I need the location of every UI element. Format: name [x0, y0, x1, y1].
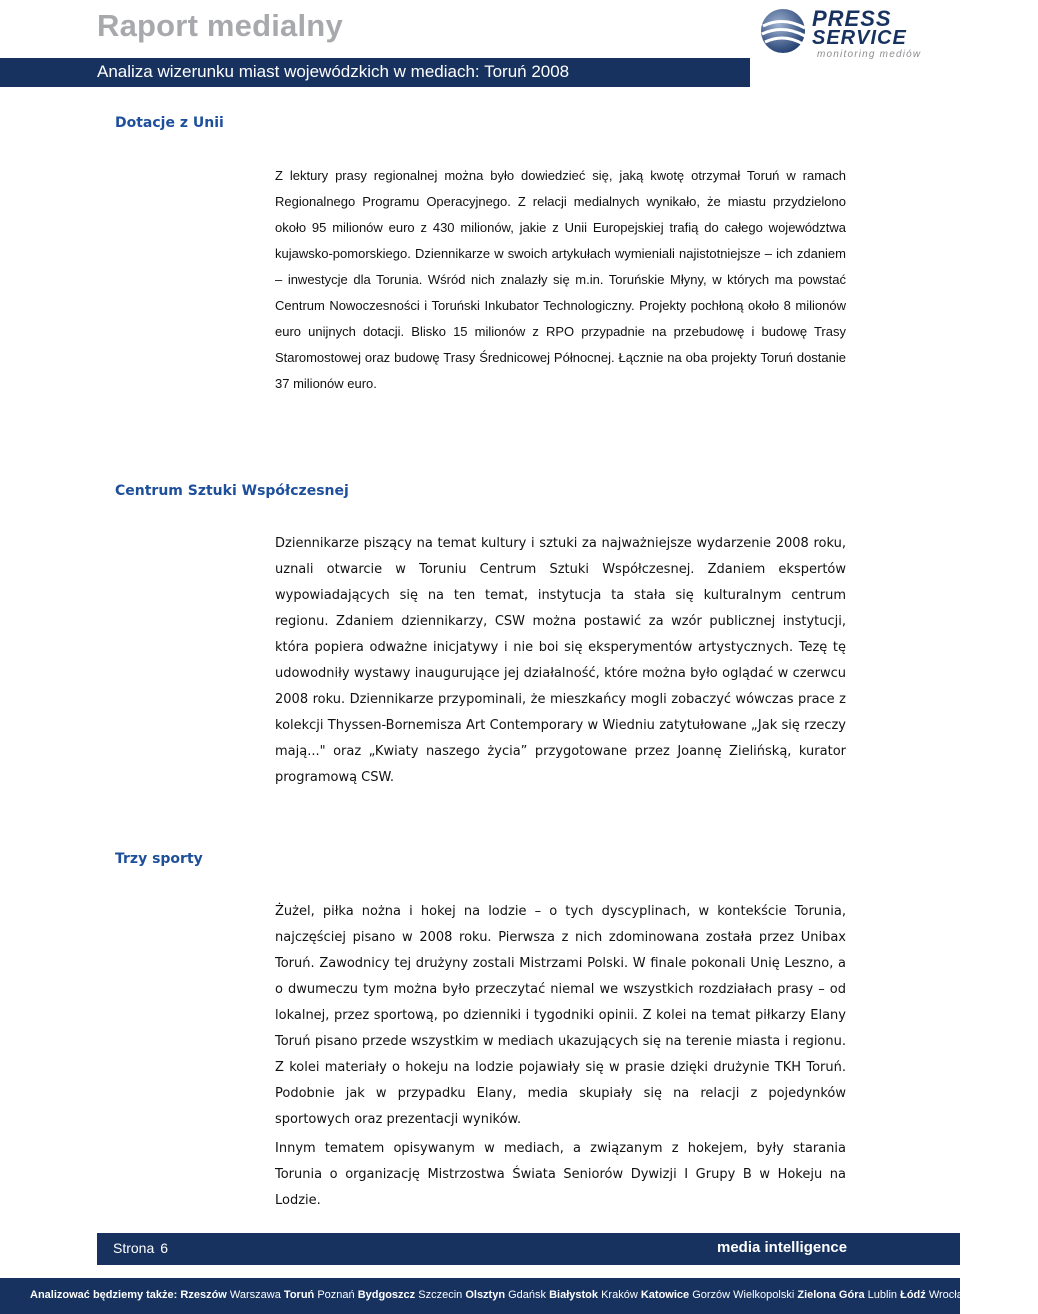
logo-tagline: monitoring mediów: [817, 49, 922, 60]
city-item: Lublin: [867, 1289, 898, 1301]
page-number: 6: [160, 1240, 169, 1256]
city-item: Toruń: [283, 1289, 315, 1301]
city-item: Warszawa: [229, 1289, 281, 1301]
city-item: Opole: [973, 1289, 1006, 1301]
footer-bar: [97, 1233, 960, 1265]
cities-bar: [0, 1278, 1038, 1314]
city-item: Kielce: [1008, 1289, 1038, 1301]
press-service-logo: [757, 6, 947, 58]
city-item: Białystok: [549, 1289, 599, 1301]
section-heading-sporty: Trzy sporty: [115, 851, 203, 867]
city-item: Kraków: [601, 1289, 638, 1301]
logo-service-text: SERVICE: [812, 27, 907, 49]
city-item: Łódź: [900, 1289, 926, 1301]
section-paragraph-dotacje: Z lektury prasy regionalnej można było dowiedzieć się, jaką kwotę otrzymał Toruń w ramach Regionalnego Programu Operacyjnego. Z relacji medialnych wynikało, że miastu przydzielono około 95 milionów euro z 430 milionów, jakie z Unii Europejskiej trafią do całego województwa kujawsko-pomorskiego. Dziennikarze w swoich artykułach wymieniali najistotniejsze – ich zdaniem – inwestycje dla Torunia. Wśród nich znalazły się m.in. Toruńskie Młyny, w których ma powstać Centrum Nowoczesności i Toruński Inkubator Technologiczny. Projekty pochłoną około 8 milionów euro unijnych dotacji. Blisko 15 milionów z RPO przypadnie na przebudowę i budowę Trasy Staromostowej oraz budowę Trasy Średnicowej Północnej. Łącznie na oba projekty Toruń dostanie 37 milionów euro.: [275, 168, 846, 391]
report-title: Raport medialny: [97, 8, 343, 43]
cities-list: [30, 1289, 1038, 1301]
page-indicator: [113, 1240, 168, 1256]
city-item: Olsztyn: [465, 1289, 506, 1301]
section-paragraph-sporty-1: Żużel, piłka nożna i hokej na lodzie – o tych dyscyplinach, w kontekście Torunia, najczęściej pisano w 2008 roku. Pierwsza z nich zdominowana została przez Unibax Toruń. Zawodnicy tej drużyny zostali Mistrzami Polski. W finale pokonali Unię Leszno, a o dwumeczu tym można było przeczytać niemal we wszystkich rozdziałach prasy – od lokalnej, przez sportową, po dzienniki i tygodniki opinii. Z kolei na temat piłkarzy Elany Toruń pisano przede wszystkim w mediach ukazujących się na terenie miasta i regionu. Z kolei materiały o hokeju na lodzie pojawiały się w prasie dzięki drużynie TKH Toruń. Podobnie jak w przypadku Elany, media skupiały się na relacji z pojedynków sportowych oraz prezentacji wyników.: [275, 904, 846, 1127]
page-label: Strona: [113, 1240, 155, 1256]
city-item: Gdańsk: [508, 1289, 547, 1301]
city-item: Bydgoszcz: [357, 1289, 416, 1301]
city-item: Poznań: [317, 1289, 355, 1301]
section-heading-csw: Centrum Sztuki Współczesnej: [115, 483, 349, 499]
city-item: Szczecin: [418, 1289, 463, 1301]
header-bar: [0, 58, 750, 87]
report-subtitle: Analiza wizerunku miast wojewódzkich w mediach: Toruń 2008: [97, 62, 570, 81]
city-item: Gorzów Wielkopolski: [692, 1289, 795, 1301]
city-item: Zielona Góra: [797, 1289, 865, 1301]
logo-press-text: PRESS: [812, 6, 892, 31]
globe-logo-icon: [757, 6, 813, 56]
city-item: Wrocław: [928, 1289, 971, 1301]
city-item: Rzeszów: [180, 1289, 227, 1301]
city-item: Katowice: [640, 1289, 690, 1301]
section-paragraph-csw: Dziennikarze piszący na temat kultury i sztuki za najważniejsze wydarzenie 2008 roku, uznali otwarcie w Toruniu Centrum Sztuki Współczesnej. Zdaniem ekspertów wypowiadających się na ten temat, instytucja ta stała się kulturalnym centrum regionu. Zdaniem dziennikarzy, CSW można postawić za wzór publicznej instytucji, która popiera odważne inicjatywy i nie boi się eksperymentów artystycznych. Tezę tę udowodniły wystawy inaugurujące jej działalność, które można było oglądać w czerwcu 2008 roku. Dziennikarze przypominali, że mieszkańcy mogli zobaczyć wówczas prace z kolekcji Thyssen-Bornemisza Art Contemporary w Wiedniu zatytułowane „Jak się rzeczy mają..." oraz „Kwiaty naszego życia” przygotowane przez Joannę Zielińską, kurator programową CSW.: [275, 536, 846, 785]
section-heading-dotacje: Dotacje z Unii: [115, 115, 224, 131]
cities-intro: Analizować będziemy także:: [30, 1289, 178, 1301]
footer-tagline: media intelligence: [717, 1239, 848, 1256]
section-paragraph-sporty-2: Innym tematem opisywanym w mediach, a związanym z hokejem, były starania Torunia o organizację Mistrzostwa Świata Seniorów Dywizji I Grupy B w Hokeju na Lodzie.: [275, 1141, 846, 1208]
